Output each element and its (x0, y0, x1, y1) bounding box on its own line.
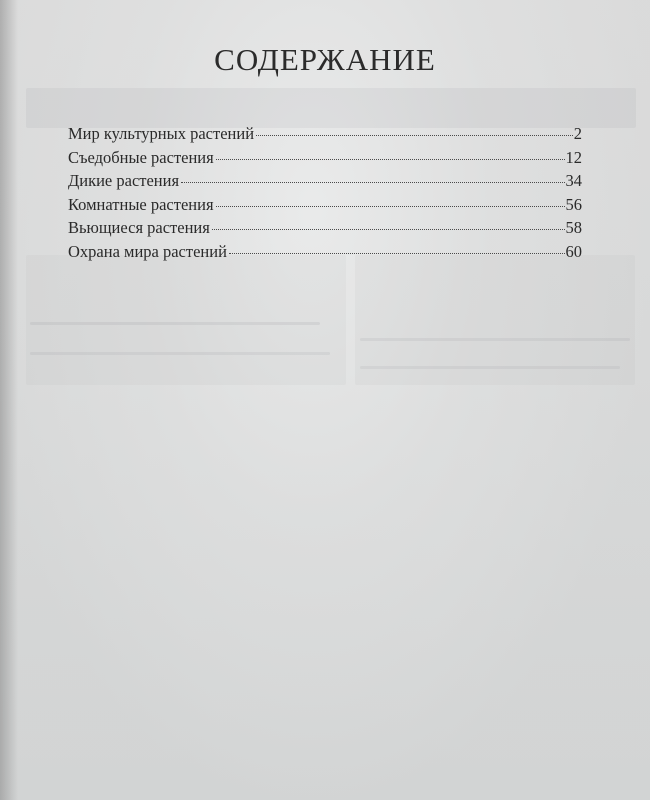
toc-dot-leader (212, 229, 565, 230)
toc-dot-leader (216, 206, 565, 207)
bleed-through-line (360, 366, 620, 369)
toc-entry-title: Комнатные растения (68, 194, 214, 214)
toc-entry (68, 242, 582, 266)
toc-dot-leader (181, 182, 564, 183)
toc-dot-leader (229, 253, 565, 254)
toc-entry-title: Охрана мира растений (68, 241, 227, 261)
toc-entry-page: 60 (565, 241, 582, 261)
toc-entry-page: 34 (565, 171, 582, 190)
toc-entry (68, 124, 582, 148)
toc-dot-leader (216, 159, 565, 160)
toc-entry (68, 148, 582, 172)
page-edge-shadow (0, 0, 18, 800)
bleed-through-block-left (26, 255, 346, 385)
toc-entry-title: Съедобные растения (68, 147, 214, 167)
page-title: СОДЕРЖАНИЕ (214, 42, 436, 77)
toc-entry (68, 195, 582, 219)
table-of-contents (68, 124, 582, 265)
toc-entry-page: 2 (573, 124, 582, 143)
toc-entry-title: Вьющиеся растения (68, 218, 210, 237)
bleed-through-band (26, 88, 636, 128)
bleed-through-line (360, 338, 630, 341)
toc-dot-leader (256, 135, 573, 136)
toc-entry-page: 12 (565, 147, 582, 167)
toc-entry (68, 171, 582, 195)
bleed-through-line (30, 322, 320, 325)
toc-entry-title: Мир культурных растений (68, 124, 255, 143)
toc-entry-title: Дикие растения (68, 171, 180, 190)
toc-entry (68, 218, 582, 242)
bleed-through-line (30, 352, 330, 355)
toc-entry-page: 56 (565, 194, 582, 214)
toc-entry-page: 58 (565, 218, 582, 237)
